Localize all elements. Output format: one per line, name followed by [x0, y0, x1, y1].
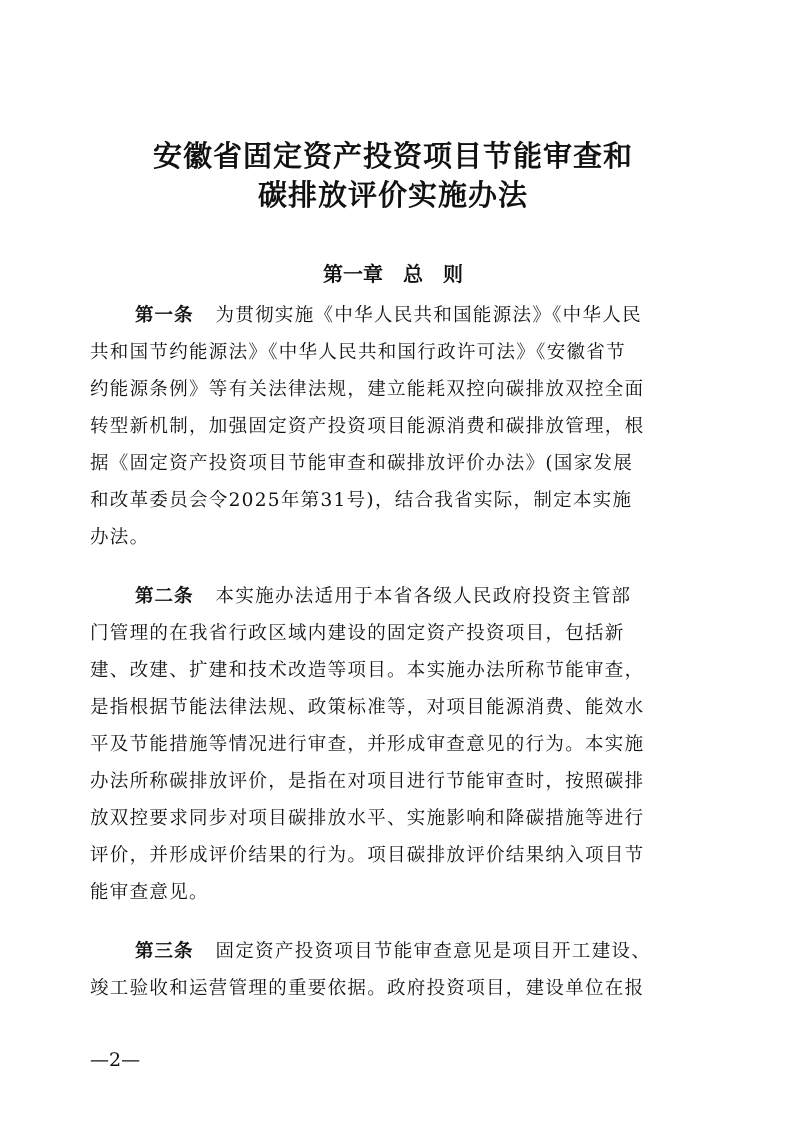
article-2-line: 放双控要求同步对项目碳排放水平、实施影响和降碳措施等进行 — [90, 808, 645, 829]
article-3-first-line — [135, 937, 651, 967]
article-1-line: 和改革委员会令2025年第31号)，结合我省实际，制定本实施 — [90, 490, 633, 511]
chapter-heading: 第一章 总 则 — [323, 262, 463, 286]
article-3-label: 第三条 — [135, 941, 194, 962]
article-2-line: 能审查意见。 — [90, 882, 209, 903]
document-title-line-2: 碳排放评价实施办法 — [257, 178, 528, 212]
article-2-first-line — [135, 582, 631, 612]
article-1-line: 共和国节约能源法》《中华人民共和国行政许可法》《安徽省节 — [90, 342, 626, 363]
article-2-label: 第二条 — [135, 586, 194, 607]
article-2-line: 建、改建、扩建和技术改造等项目。本实施办法所称节能审查， — [90, 660, 645, 681]
document-title-line-1: 安徽省固定资产投资项目节能审查和 — [152, 139, 633, 173]
article-3-text: 固定资产投资项目节能审查意见是项目开工建设、 — [215, 941, 652, 962]
article-1-line: 约能源条例》等有关法律法规，建立能耗双控向碳排放双控全面 — [90, 379, 645, 400]
article-2-line: 办法所称碳排放评价，是指在对项目进行节能审查时，按照碳排 — [90, 771, 645, 792]
page-number: —2— — [90, 1049, 141, 1071]
article-2-line: 平及节能措施等情况进行审查，并形成审查意见的行为。本实施 — [90, 734, 645, 755]
article-1-line: 办法。 — [90, 527, 150, 548]
article-2-text: 本实施办法适用于本省各级人民政府投资主管部 — [215, 586, 632, 607]
article-1-line: 据《固定资产投资项目节能审查和碳排放评价办法》(国家发展 — [90, 453, 634, 474]
article-1-first-line — [135, 301, 642, 331]
article-2-line: 门管理的在我省行政区域内建设的固定资产投资项目，包括新 — [90, 623, 625, 644]
article-2-line: 是指根据节能法律法规、政策标准等，对项目能源消费、能效水 — [90, 697, 645, 718]
article-2-line: 评价，并形成评价结果的行为。项目碳排放评价结果纳入项目节 — [90, 845, 645, 866]
article-1-text: 为贯彻实施《中华人民共和国能源法》《中华人民 — [215, 305, 642, 326]
article-1-label: 第一条 — [135, 305, 194, 326]
article-3-line: 竣工验收和运营管理的重要依据。政府投资项目，建设单位在报 — [90, 978, 645, 999]
article-1-line: 转型新机制，加强固定资产投资项目能源消费和碳排放管理，根 — [90, 416, 645, 437]
